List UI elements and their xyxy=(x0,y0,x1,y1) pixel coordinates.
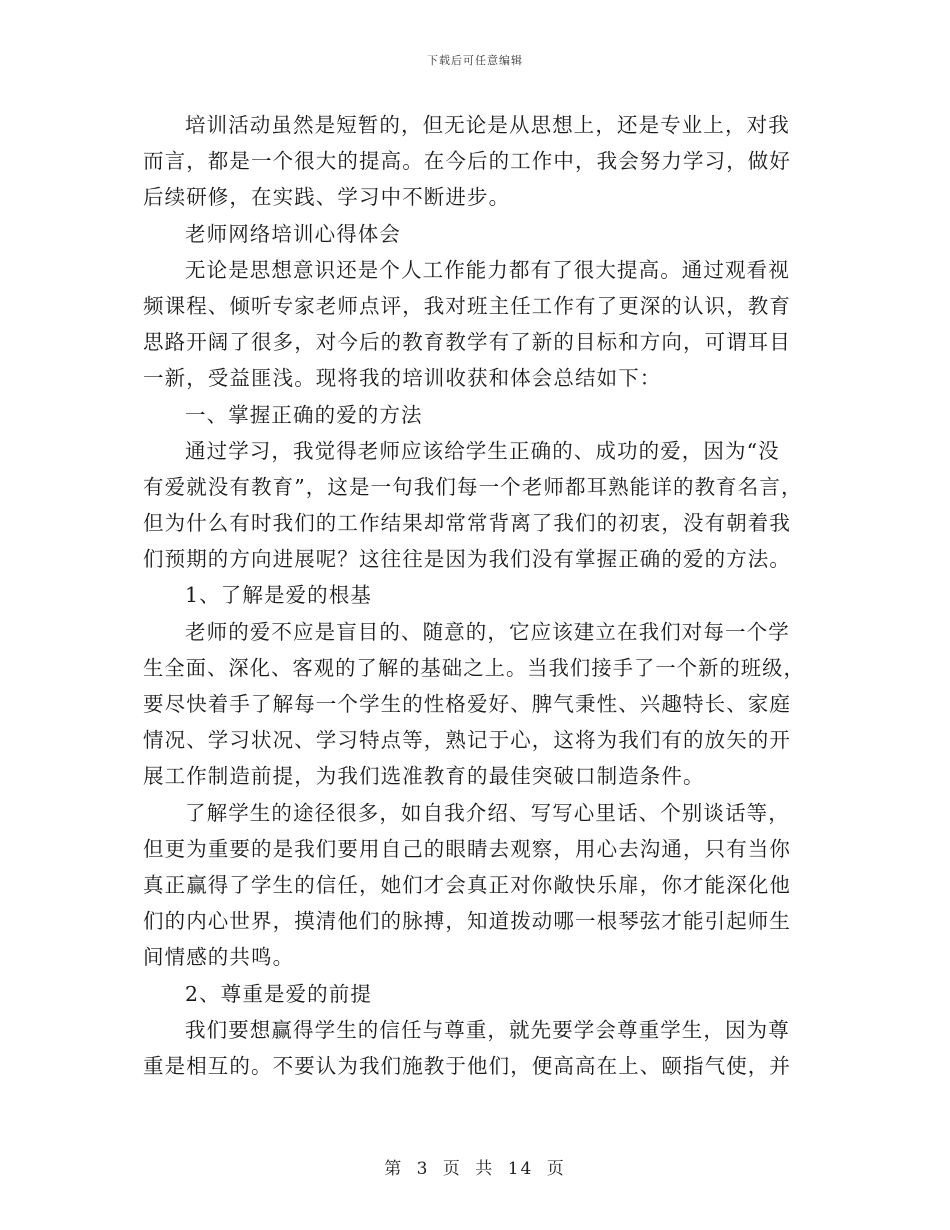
document-body xyxy=(143,107,808,1084)
paragraph-line: 真正赢得了学生的信任，她们才会真正对你敞快乐扉，你才能深化他 xyxy=(143,872,791,897)
page-number: 第 3 页 共 14 页 xyxy=(384,1159,566,1179)
paragraph-line: 展工作制造前提，为我们选准教育的最佳突破口制造条件。 xyxy=(143,764,705,789)
paragraph-line: 间情感的共鸣。 xyxy=(143,945,295,970)
page-header: 下载后可任意编辑 xyxy=(427,54,523,67)
paragraph-line: 通过学习，我觉得老师应该给学生正确的、成功的爱，因为“没 xyxy=(185,438,780,463)
paragraph-line: 无论是思想意识还是个人工作能力都有了很大提高。通过观看视 xyxy=(185,257,790,282)
paragraph-line: 要尽快着手了解每一个学生的性格爱好、脾气秉性、兴趣特长、家庭 xyxy=(143,692,791,716)
section-heading: 老师网络培训心得体会 xyxy=(185,221,401,246)
paragraph-line: 培训活动虽然是短暂的，但无论是从思想上，还是专业上，对我 xyxy=(185,113,790,137)
paragraph-line: 而言，都是一个很大的提高。在今后的工作中，我会努力学习，做好 xyxy=(143,149,791,174)
paragraph-line: 但为什么有时我们的工作结果却常常背离了我们的初衷，没有朝着我 xyxy=(143,511,791,536)
paragraph-line: 一新，受益匪浅。现将我的培训收获和体会总结如下： xyxy=(143,366,662,391)
paragraph-line: 后续研修，在实践、学习中不断进步。 xyxy=(143,185,511,210)
paragraph-line: 我们要想赢得学生的信任与尊重，就先要学会尊重学生，因为尊 xyxy=(185,1017,790,1042)
paragraph-line: 重是相互的。不要认为我们施教于他们，便高高在上、颐指气使，并 xyxy=(143,1053,791,1078)
paragraph-line: 们的内心世界，摸清他们的脉搏，知道拨动哪一根琴弦才能引起师生 xyxy=(143,909,791,934)
paragraph-line: 生全面、深化、客观的了解的基础之上。当我们接手了一个新的班级， xyxy=(143,655,805,680)
paragraph-line: 有爱就没有教育”，这是一句我们每一个老师都耳熟能详的教育名言， xyxy=(143,474,803,499)
section-heading: 一、掌握正确的爱的方法 xyxy=(185,402,423,427)
paragraph-line: 频课程、倾听专家老师点评，我对班主任工作有了更深的认识，教育 xyxy=(143,293,791,318)
paragraph-line: 了解学生的途径很多，如自我介绍、写写心里话、个别谈话等， xyxy=(185,800,790,825)
section-heading: 2、尊重是爱的前提 xyxy=(185,981,372,1006)
section-heading: 1、了解是爱的根基 xyxy=(185,583,372,608)
paragraph-line: 但更为重要的是我们要用自己的眼睛去观察，用心去沟通，只有当你 xyxy=(143,836,791,861)
paragraph-line: 思路开阔了很多，对今后的教育教学有了新的目标和方向，可谓耳目 xyxy=(143,330,791,355)
paragraph-line: 老师的爱不应是盲目的、随意的，它应该建立在我们对每一个学 xyxy=(185,619,790,644)
paragraph-line: 们预期的方向进展呢？这往往是因为我们没有掌握正确的爱的方法。 xyxy=(143,547,791,572)
paragraph-line: 情况、学习状况、学习特点等，熟记于心，这将为我们有的放矢的开 xyxy=(143,728,791,753)
